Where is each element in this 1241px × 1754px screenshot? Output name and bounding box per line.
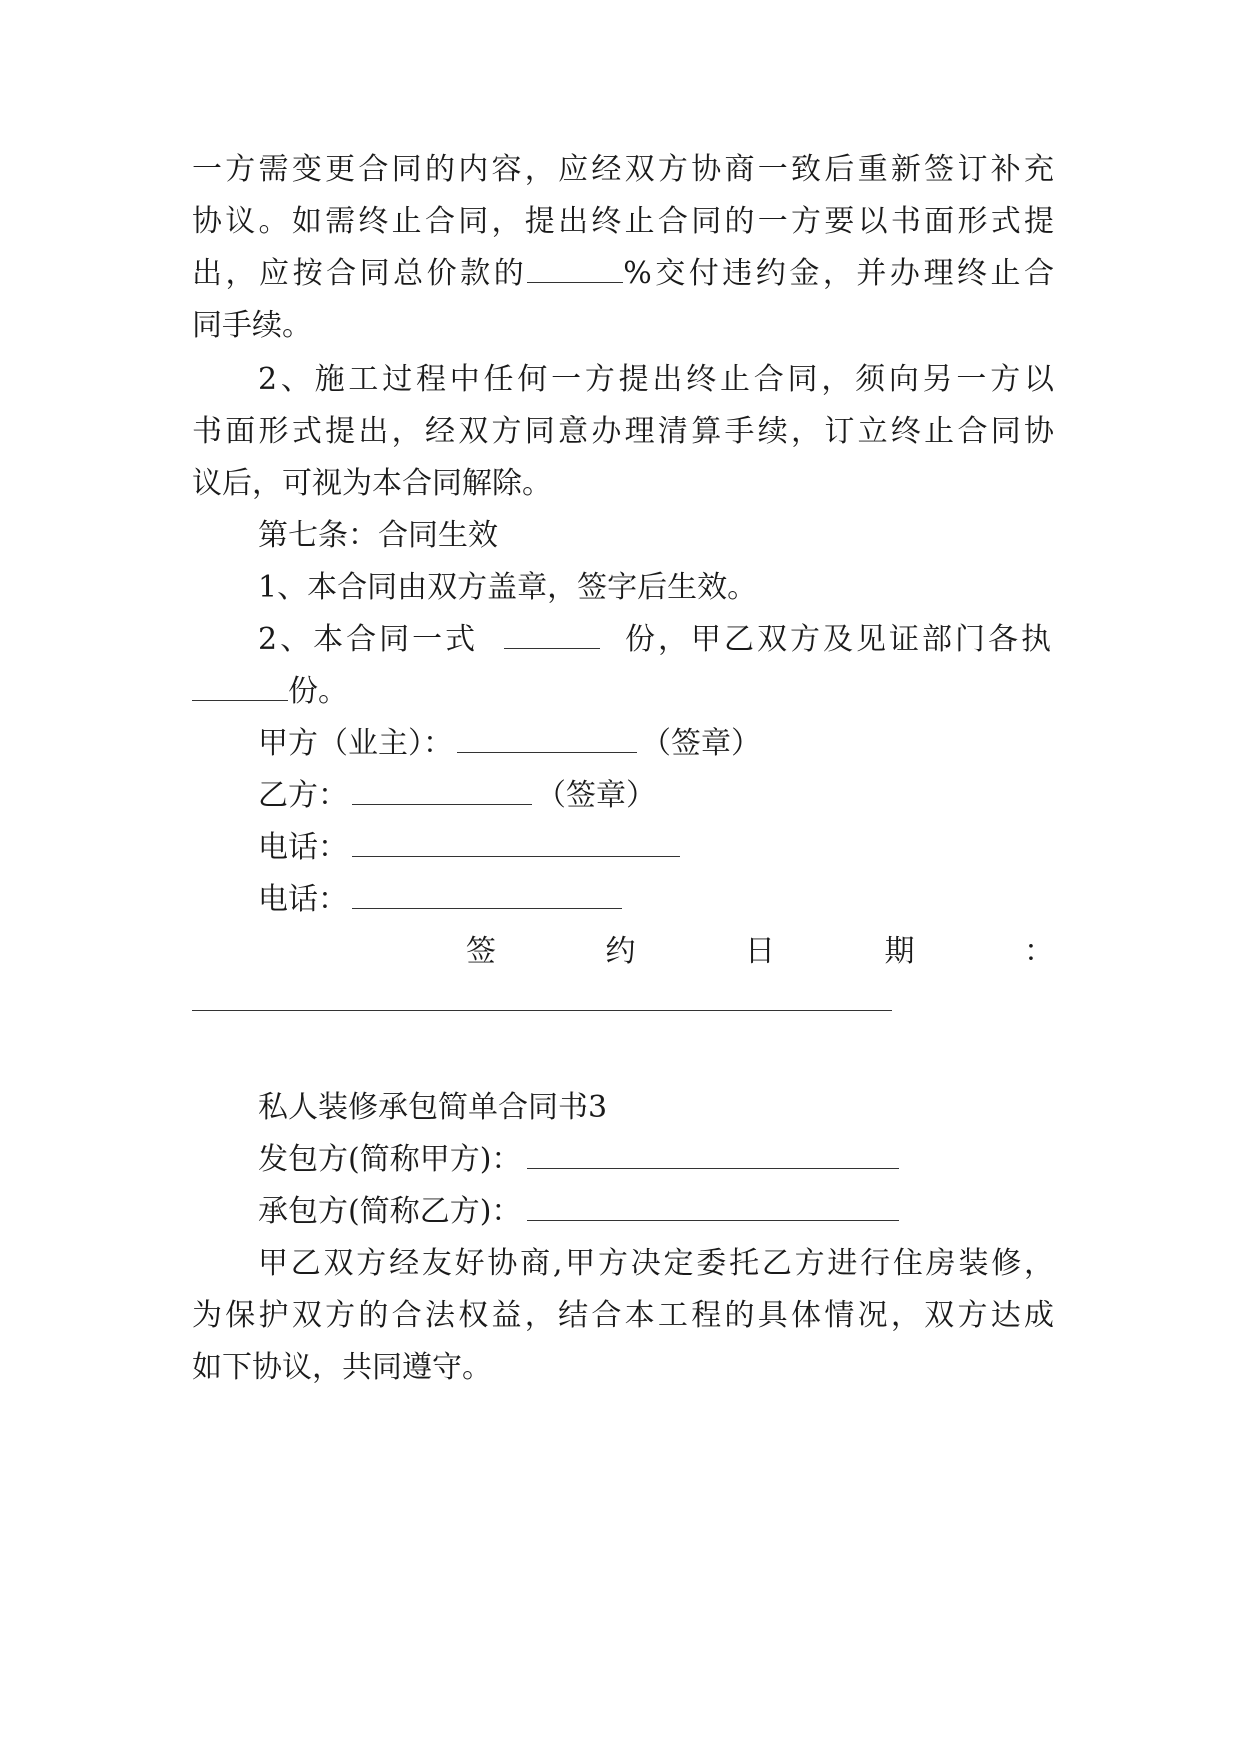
paragraph-line: 甲乙双方经友好协商,甲方决定委托乙方进行住房装修， xyxy=(258,1246,1054,1281)
party-b-label: 乙方： xyxy=(258,778,348,813)
article-item xyxy=(192,674,348,710)
paragraph-line xyxy=(192,256,1054,292)
contract-title: 私人装修承包简单合同书3 xyxy=(258,1090,608,1125)
sign-date-char: 签 xyxy=(466,934,496,969)
phone-line xyxy=(258,830,680,866)
article-item-text: 2、本合同一式 xyxy=(258,622,479,657)
employer-line xyxy=(258,1142,899,1178)
paragraph-text: %交付违约金，并办理终止合 xyxy=(623,256,1055,291)
article-item xyxy=(258,622,1054,658)
party-a-blank xyxy=(457,728,637,753)
paragraph-line: 2、施工过程中任何一方提出终止合同，须向另一方以 xyxy=(258,362,1054,397)
sign-date-blank xyxy=(192,1010,892,1011)
paragraph-line: 议后，可视为本合同解除。 xyxy=(192,466,552,501)
phone-line xyxy=(258,882,622,918)
party-a-seal: （签章） xyxy=(641,726,761,761)
sign-date-char: ： xyxy=(1024,934,1054,969)
article-item: 1、本合同由双方盖章，签字后生效。 xyxy=(258,570,758,605)
phone-blank xyxy=(352,832,680,857)
article-item-text: 份，甲乙双方及见证部门各执 xyxy=(625,622,1054,657)
paragraph-line: 协议。如需终止合同，提出终止合同的一方要以书面形式提 xyxy=(192,204,1054,239)
penalty-percent-blank xyxy=(527,258,623,283)
copies-each-blank xyxy=(192,676,288,701)
party-b-seal: （签章） xyxy=(536,778,656,813)
phone-label: 电话： xyxy=(258,830,348,865)
paragraph-line: 书面形式提出，经双方同意办理清算手续，订立终止合同协 xyxy=(192,414,1054,449)
contractor-label: 承包方(简称乙方)： xyxy=(258,1194,522,1229)
sign-date-char: 约 xyxy=(605,934,636,969)
employer-label: 发包方(简称甲方)： xyxy=(258,1142,522,1177)
phone-blank xyxy=(352,884,622,909)
copies-blank xyxy=(504,624,600,649)
paragraph-line: 同手续。 xyxy=(192,308,312,343)
party-b-blank xyxy=(352,780,532,805)
contractor-blank xyxy=(527,1196,899,1221)
contractor-line xyxy=(258,1194,899,1230)
sign-date-char: 期 xyxy=(884,934,915,969)
sign-date-char: 日 xyxy=(745,934,775,969)
paragraph-line: 如下协议，共同遵守。 xyxy=(192,1350,492,1385)
paragraph-line: 为保护双方的合法权益，结合本工程的具体情况，双方达成 xyxy=(192,1298,1054,1333)
party-a-signature-line xyxy=(258,726,761,762)
phone-label: 电话： xyxy=(258,882,348,917)
sign-date-line xyxy=(258,934,1054,970)
party-a-label: 甲方（业主）： xyxy=(258,726,453,761)
paragraph-line: 一方需变更合同的内容，应经双方协商一致后重新签订补充 xyxy=(192,152,1054,187)
paragraph-text: 出，应按合同总价款的 xyxy=(192,256,528,291)
party-b-signature-line xyxy=(258,778,656,814)
article-heading: 第七条：合同生效 xyxy=(258,518,498,553)
article-item-text: 份。 xyxy=(288,674,348,709)
employer-blank xyxy=(527,1144,899,1169)
